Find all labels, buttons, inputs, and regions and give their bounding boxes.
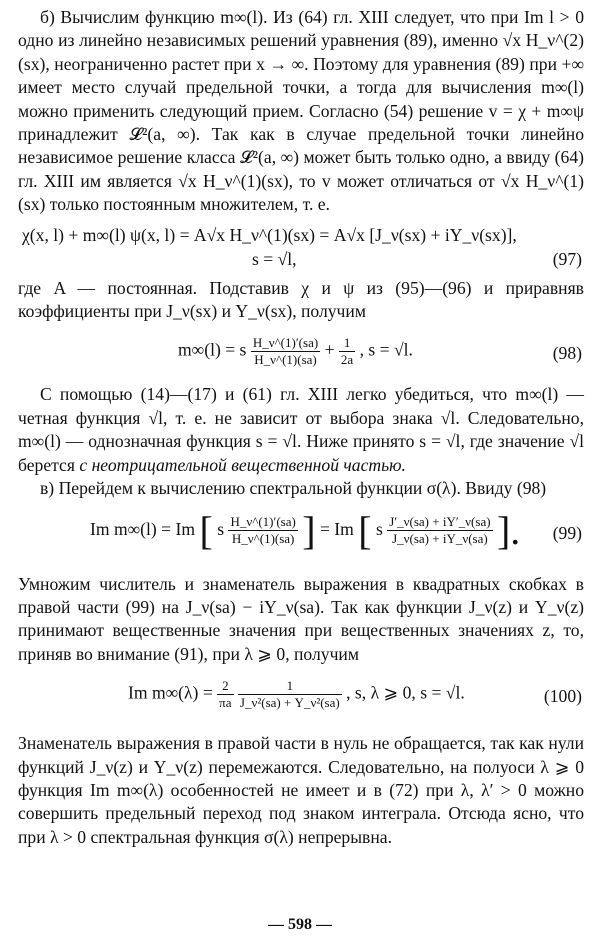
equation-99-lhs: Im m∞(l) = Im — [90, 518, 196, 539]
equation-100 — [18, 670, 584, 722]
equation-97 — [18, 223, 584, 271]
equation-98-fraction-denominator: H_ν^(1)(sa) — [254, 352, 317, 368]
paragraph-6: Знаменатель выражения в правой части в нуль не обращается, так как нули функций J_ν(z) и Y_ν(z) перемежаются. Следовательно, на полуоси λ ⩾ 0 функция Im m∞(λ) особенностей не имеет и в (72) при λ, λ′ > 0 можно совершить предельный переход под знаком интеграла. Отсюда ясно, что при λ > 0 спектральная функция σ(λ) непрерывна. — [18, 733, 584, 847]
equation-98-half-numerator: 1 — [339, 335, 355, 352]
paragraph-2: где A — постоянная. Подставив χ и ψ из (95)—(96) и приравняв коэффициенты при J_ν(sx) и Y_ν(sx), получим — [18, 277, 584, 322]
equation-100-tail: , s, λ ⩾ 0, s = √l. — [346, 682, 465, 703]
equation-99-fraction-1-numerator: H_ν^(1)′(sa) — [230, 514, 296, 529]
equation-99-fraction-2-numerator: J′_ν(sa) + iY′_ν(sa) — [389, 514, 491, 529]
equation-97-line-1: χ(x, l) + m∞(l) ψ(x, l) = A√x H_ν^(1)(sx) = A√x [J_ν(sx) + iY_ν(sx)], — [22, 224, 517, 245]
equation-98-plus: + — [324, 340, 335, 361]
equation-97-number: (97) — [552, 248, 582, 269]
equation-98-half-denominator: 2a — [340, 352, 354, 368]
page-number: — 598 — — [268, 916, 332, 933]
equation-98-tail: , s = √l. — [359, 340, 413, 361]
equation-99-number: (99) — [552, 522, 582, 543]
equation-99-right-bracket-2: ]. — [496, 507, 521, 553]
equation-98-lhs: m∞(l) = s — [178, 340, 247, 361]
equation-100-fraction-2-denominator: J_ν²(sa) + Y_ν²(sa) — [239, 695, 340, 711]
equation-100-fraction-2-numerator: 1 — [238, 678, 342, 695]
paragraph-3-text: С помощью (14)—(17) и (61) гл. XIII легко убедиться, что m∞(l) — четная функция √l, т. е. не зависит от выбора знака √l. Следовательно, m∞(l) — однозначная функция s = √l. Ниже принято s = √l, где значение √l берется — [18, 384, 584, 475]
equation-99-middle: = Im — [319, 518, 354, 539]
paragraph-3-italic: с неотрицательной вещественной частью. — [79, 454, 406, 475]
equation-98-number: (98) — [552, 343, 582, 364]
equation-99-left-bracket-2: [ — [358, 507, 372, 553]
equation-97-line-2: s = √l, — [252, 248, 297, 269]
paragraph-1: б) Вычислим функцию m∞(l). Из (64) гл. XIII следует, что при Im l > 0 одно из линейно независимых решений уравнения (89), именно √x H_ν^(2)(sx), неограниченно растет при x → ∞. Поэтому для уравнения (89) при +∞ имеет место случай предельной точки, а тогда для вычисления m∞(l) можно применить следующий прием. Согласно (54) решение v = χ + m∞ψ принадлежит 𝓛²(a, ∞). Так как в случае предельной точки линейно независимое решение класса 𝓛²(a, ∞) может быть только одно, а ввиду (64) гл. XIII им является √x H_ν^(1)(sx), то v может отличаться от √x H_ν^(1)(sx) только постоянным множителем, т. е. — [18, 7, 584, 215]
equation-99-fraction-2-denominator: J_ν(sa) + iY_ν(sa) — [392, 531, 488, 546]
equation-99 — [18, 505, 584, 563]
equation-100-fraction-1-denominator: πa — [219, 695, 232, 711]
equation-100-number: (100) — [543, 686, 582, 707]
equation-99-right-bracket-1: ] — [302, 507, 316, 553]
equation-99-fraction-2 — [387, 514, 492, 547]
equation-99-fraction-1 — [228, 514, 297, 547]
paragraph-4: в) Перейдем к вычислению спектральной функции σ(λ). Ввиду (98) — [40, 478, 547, 499]
equation-98 — [18, 327, 584, 377]
equation-100-fraction-1-numerator: 2 — [217, 678, 233, 695]
equation-100-fraction-1 — [217, 678, 233, 711]
equation-98-fraction — [251, 335, 320, 368]
equation-99-left-bracket-1: [ — [199, 507, 213, 553]
equation-99-fraction-1-denominator: H_ν^(1)(sa) — [231, 531, 295, 546]
equation-100-lhs: Im m∞(λ) = — [128, 682, 213, 703]
equation-98-half — [339, 335, 355, 368]
equation-99-s2: s — [375, 518, 383, 539]
equation-98-fraction-numerator: H_ν^(1)′(sa) — [252, 335, 319, 351]
paragraph-5: Умножим числитель и знаменатель выражения в квадратных скобках в правой части (99) на J_ν(sa) − iY_ν(sa). Так как функции J_ν(z) и Y_ν(z) принимают вещественные значения при вещественных значениях z, то, приняв во внимание (91), при λ ⩾ 0, получим — [18, 573, 584, 664]
paragraph-3 — [18, 383, 584, 477]
equation-99-s1: s — [217, 518, 225, 539]
equation-100-fraction-2 — [238, 678, 342, 711]
